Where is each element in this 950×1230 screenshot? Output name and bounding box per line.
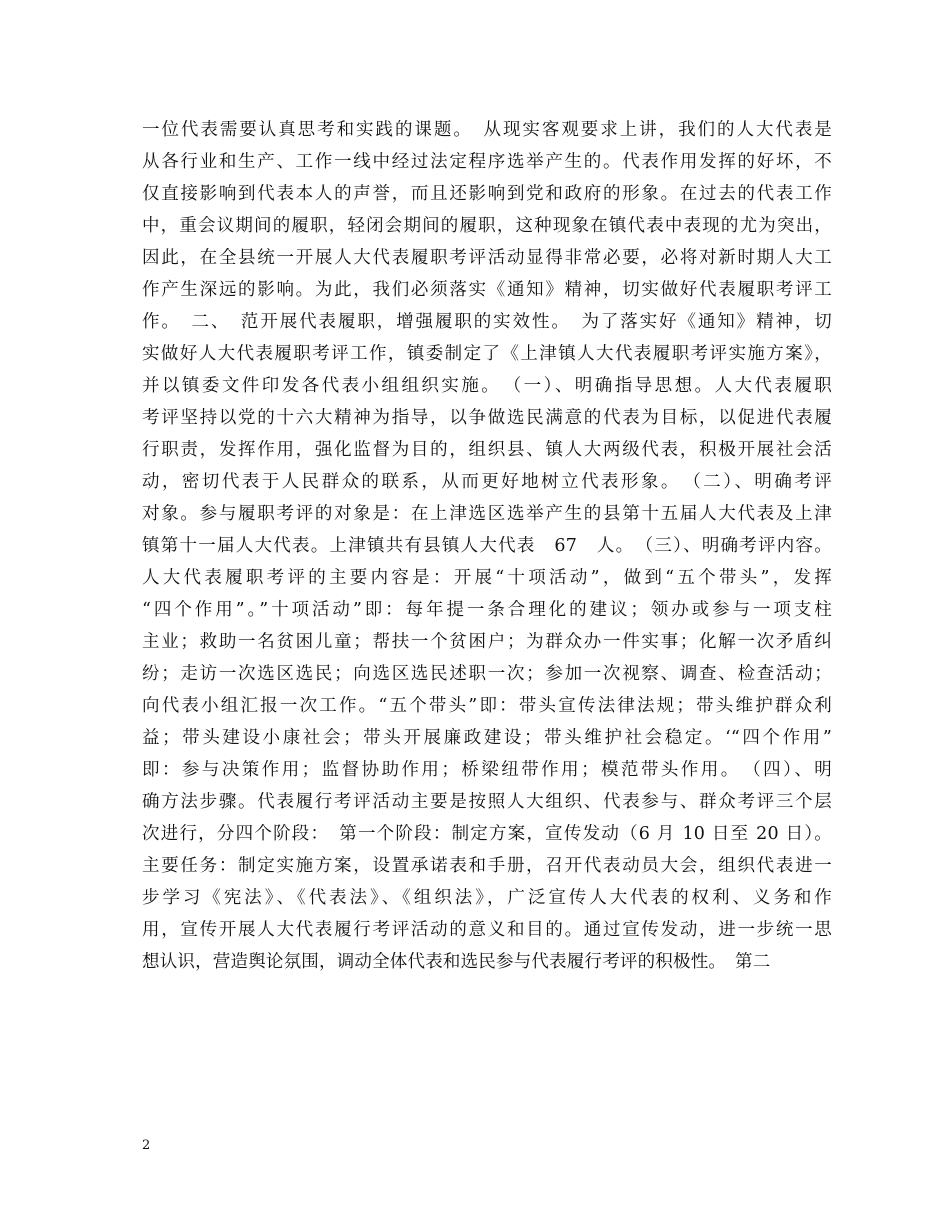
text-line: 主要任务：制定实施方案，设置承诺表和手册，召开代表动员大会，组织代表进一 (142, 856, 832, 876)
text-line: 中，重会议期间的履职，轻闭会期间的履职，这种现象在镇代表中表现的尤为突出， (142, 216, 832, 236)
text-line: 即：参与决策作用；监督协助作用；桥梁纽带作用；模范带头作用。 （四）、明 (142, 760, 832, 780)
text-line: 实做好人大代表履职考评工作，镇委制定了《上津镇人大代表履职考评实施方案》， (142, 344, 832, 364)
text-line: 动，密切代表于人民群众的联系，从而更好地树立代表形象。 （二）、明确考评 (142, 472, 832, 492)
text-line: 从各行业和生产、工作一线中经过法定程序选举产生的。代表作用发挥的好坏，不 (142, 152, 832, 172)
text-line: 人大代表履职考评的主要内容是：开展“十项活动”，做到“五个带头”，发挥 (142, 568, 832, 588)
text-line: 步学习《宪法》、《代表法》、《组织法》，广泛宣传人大代表的权利、义务和作 (142, 888, 832, 908)
text-line: 纷；走访一次选区选民；向选区选民述职一次；参加一次视察、调查、检查活动； (142, 664, 832, 684)
text-line: 因此，在全县统一开展人大代表履职考评活动显得非常必要，必将对新时期人大工 (142, 248, 832, 268)
text-line: 作产生深远的影响。为此，我们必须落实《通知》精神，切实做好代表履职考评工 (142, 280, 832, 300)
text-line: 主业；救助一名贫困儿童；帮扶一个贫困户；为群众办一件实事；化解一次矛盾纠 (142, 632, 832, 652)
text-line: 确方法步骤。代表履行考评活动主要是按照人大组织、代表参与、群众考评三个层 (142, 792, 832, 812)
text-line: 用，宣传开展人大代表履行考评活动的意义和目的。通过宣传发动，进一步统一思 (142, 920, 832, 940)
text-line: 考评坚持以党的十六大精神为指导，以争做选民满意的代表为目标，以促进代表履 (142, 408, 832, 428)
text-line: 行职责，发挥作用，强化监督为目的，组织县、镇人大两级代表，积极开展社会活 (142, 440, 832, 460)
text-line: 镇第十一届人大代表。上津镇共有县镇人大代表 67 人。 （三）、明确考评内容。 (142, 536, 832, 556)
page-number: 2 (142, 1138, 151, 1153)
text-line: 一位代表需要认真思考和实践的课题。 从现实客观要求上讲，我们的人大代表是 (142, 120, 832, 140)
text-line: 想认识，营造舆论氛围，调动全体代表和选民参与代表履行考评的积极性。 第二 (142, 952, 771, 972)
text-line: 作。 二、 范开展代表履职，增强履职的实效性。 为了落实好《通知》精神，切 (142, 312, 832, 332)
text-line: 对象。参与履职考评的对象是：在上津选区选举产生的县第十五届人大代表及上津 (142, 504, 832, 524)
text-line: 次进行，分四个阶段： 第一个阶段：制定方案，宣传发动（6 月 10 日至 20 日）。 (142, 824, 832, 844)
text-line: 并以镇委文件印发各代表小组组织实施。 （一）、明确指导思想。人大代表履职 (142, 376, 832, 396)
body-text (142, 114, 832, 978)
text-line: 益；带头建设小康社会；带头开展廉政建设；带头维护社会稳定。‘“四个作用” (142, 728, 832, 748)
text-line: 向代表小组汇报一次工作。“五个带头”即：带头宣传法律法规；带头维护群众利 (142, 696, 832, 716)
text-line: “四个作用”。”十项活动”即：每年提一条合理化的建议；领办或参与一项支柱 (142, 600, 832, 620)
text-line: 仅直接影响到代表本人的声誉，而且还影响到党和政府的形象。在过去的代表工作 (142, 184, 832, 204)
